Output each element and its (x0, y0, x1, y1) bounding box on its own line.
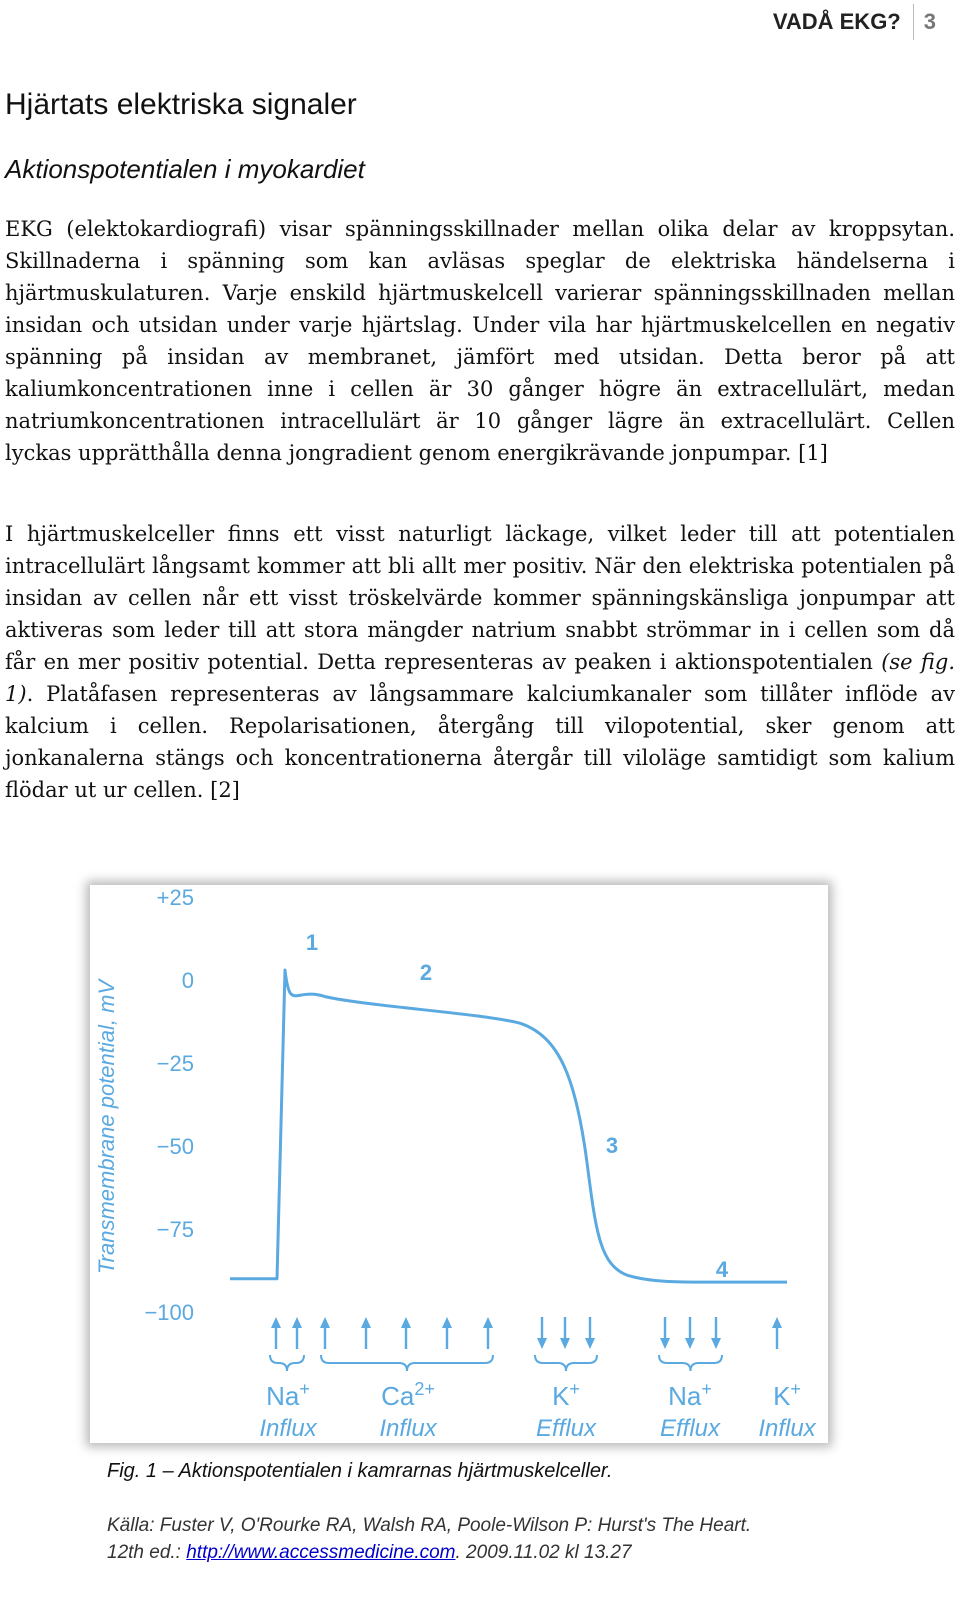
arrow-up-icon (271, 1317, 281, 1328)
figure-source (107, 1512, 751, 1566)
group-brace (321, 1355, 493, 1371)
header-title: VADÅ EKG? (772, 9, 901, 34)
ion-charge: + (569, 1379, 580, 1399)
page-number: 3 (923, 9, 936, 34)
action-potential-chart (90, 885, 828, 1443)
ion-name: Ca (381, 1381, 415, 1411)
ion-charge: + (790, 1379, 801, 1399)
ion-name: K (552, 1381, 570, 1411)
ion-charge: + (299, 1379, 310, 1399)
ion-flow-label: Influx (379, 1415, 437, 1442)
page-header (773, 4, 936, 40)
y-tick-label: −50 (156, 1134, 194, 1159)
ion-charge: 2+ (414, 1379, 435, 1399)
ion-name: Na (266, 1381, 300, 1411)
paragraph-1: EKG (elektokardiografi) visar spänningsskillnader mellan olika delar av kroppsytan. Skillnaderna i spänning som kan avläsas speglar de elektriska händelserna i hjärtmuskulaturen. Varje enskild hjärtmuskelcell varierar spänningsskillnaden mellan insidan och utsidan under varje hjärtslag. Under vila har hjärtmuskelcellen en negativ spänning på insidan av membranet, jämfört med utsidan. Detta beror på att kaliumkoncentrationen inne i cellen är 30 gånger högre än extracellulärt, medan natriumkoncentrationen intracellulärt är 10 gånger lägre än extracellulärt. Cellen lyckas upprätthålla denna jongradient genom energikrävande jonpumpar. [1] (5, 217, 955, 465)
y-tick-label: −25 (156, 1051, 194, 1076)
ion-label-ca (381, 1379, 435, 1411)
source-label: Källa: (107, 1515, 155, 1536)
source-link[interactable]: http://www.accessmedicine.com (186, 1542, 456, 1563)
ion-label-na (266, 1379, 310, 1411)
source-text-2: 12th ed.: (107, 1542, 187, 1563)
ion-flow-label: Efflux (659, 1415, 721, 1442)
paragraph-2-part-1: I hjärtmuskelceller finns ett visst naturligt läckage, vilket leder till att potentialen intracellulärt långsamt kommer att bli allt mer positiv. När den elektriska potentialen på insidan av cellen når ett visst tröskelvärde kommer spänningskänsliga jonpumpar att aktiveras som leder till att stora mängder natrium snabbt strömmar in i cellen som då får en mer positiv potential. Detta representeras av peaken i aktionspotentialen (5, 522, 955, 674)
arrow-up-icon (772, 1317, 782, 1328)
arrow-down-icon (711, 1338, 721, 1349)
y-tick-label: −100 (144, 1300, 194, 1325)
arrow-down-icon (560, 1338, 570, 1349)
group-brace (270, 1355, 304, 1371)
ion-label-na (668, 1379, 712, 1411)
header-divider (913, 4, 914, 40)
ion-name: Na (668, 1381, 702, 1411)
arrow-down-icon (585, 1338, 595, 1349)
arrow-down-icon (537, 1338, 547, 1349)
source-line-1 (107, 1512, 751, 1539)
y-tick-label: 0 (181, 968, 194, 993)
source-text-3: . 2009.11.02 kl 13.27 (455, 1542, 632, 1563)
paragraph-2-part-2: . Platåfasen representeras av långsammare kalciumkanaler som tillåter inflöde av kalcium i cellen. Repolarisationen, återgång till vilopotential, sker genom att jonkanalerna stängs och koncentrationerna återgår till viloläge samtidigt som kalium flödar ut ur cellen. [2] (5, 682, 955, 802)
ion-label-k (773, 1379, 801, 1411)
section-heading: Hjärtats elektriska signaler (5, 88, 357, 121)
arrow-up-icon (320, 1317, 330, 1328)
phase-label-1: 1 (305, 930, 319, 955)
group-brace (659, 1355, 722, 1371)
source-text-1: Fuster V, O'Rourke RA, Walsh RA, Poole-Wilson P: Hurst's The Heart. (154, 1515, 752, 1536)
phase-label-4: 4 (715, 1257, 729, 1282)
arrow-up-icon (483, 1317, 493, 1328)
action-potential-curve (230, 970, 787, 1282)
y-tick-label: +25 (156, 885, 194, 910)
arrow-down-icon (685, 1338, 695, 1349)
ion-flow-label: Influx (259, 1415, 317, 1442)
phase-label-3: 3 (605, 1133, 619, 1158)
ion-flow-label: Efflux (535, 1415, 597, 1442)
y-tick-label: −75 (156, 1217, 194, 1242)
paragraph-2 (5, 518, 955, 806)
figure-caption: Fig. 1 – Aktionspotentialen i kamrarnas hjärtmuskelceller. (107, 1460, 613, 1482)
figure-action-potential (90, 885, 828, 1443)
ion-label-k (552, 1379, 580, 1411)
figure-reference: (se fig. 1) (5, 650, 955, 706)
ion-flow-label: Influx (758, 1415, 816, 1442)
ion-name: K (773, 1381, 791, 1411)
section-subheading: Aktionspotentialen i myokardiet (5, 154, 365, 184)
arrow-up-icon (292, 1317, 302, 1328)
arrow-up-icon (361, 1317, 371, 1328)
source-line-2 (107, 1539, 751, 1566)
ion-charge: + (701, 1379, 712, 1399)
phase-label-2: 2 (419, 960, 433, 985)
arrow-down-icon (660, 1338, 670, 1349)
arrow-up-icon (442, 1317, 452, 1328)
y-axis-title: Transmembrane potential, mV (94, 979, 119, 1275)
arrow-up-icon (401, 1317, 411, 1328)
group-brace (535, 1355, 597, 1371)
